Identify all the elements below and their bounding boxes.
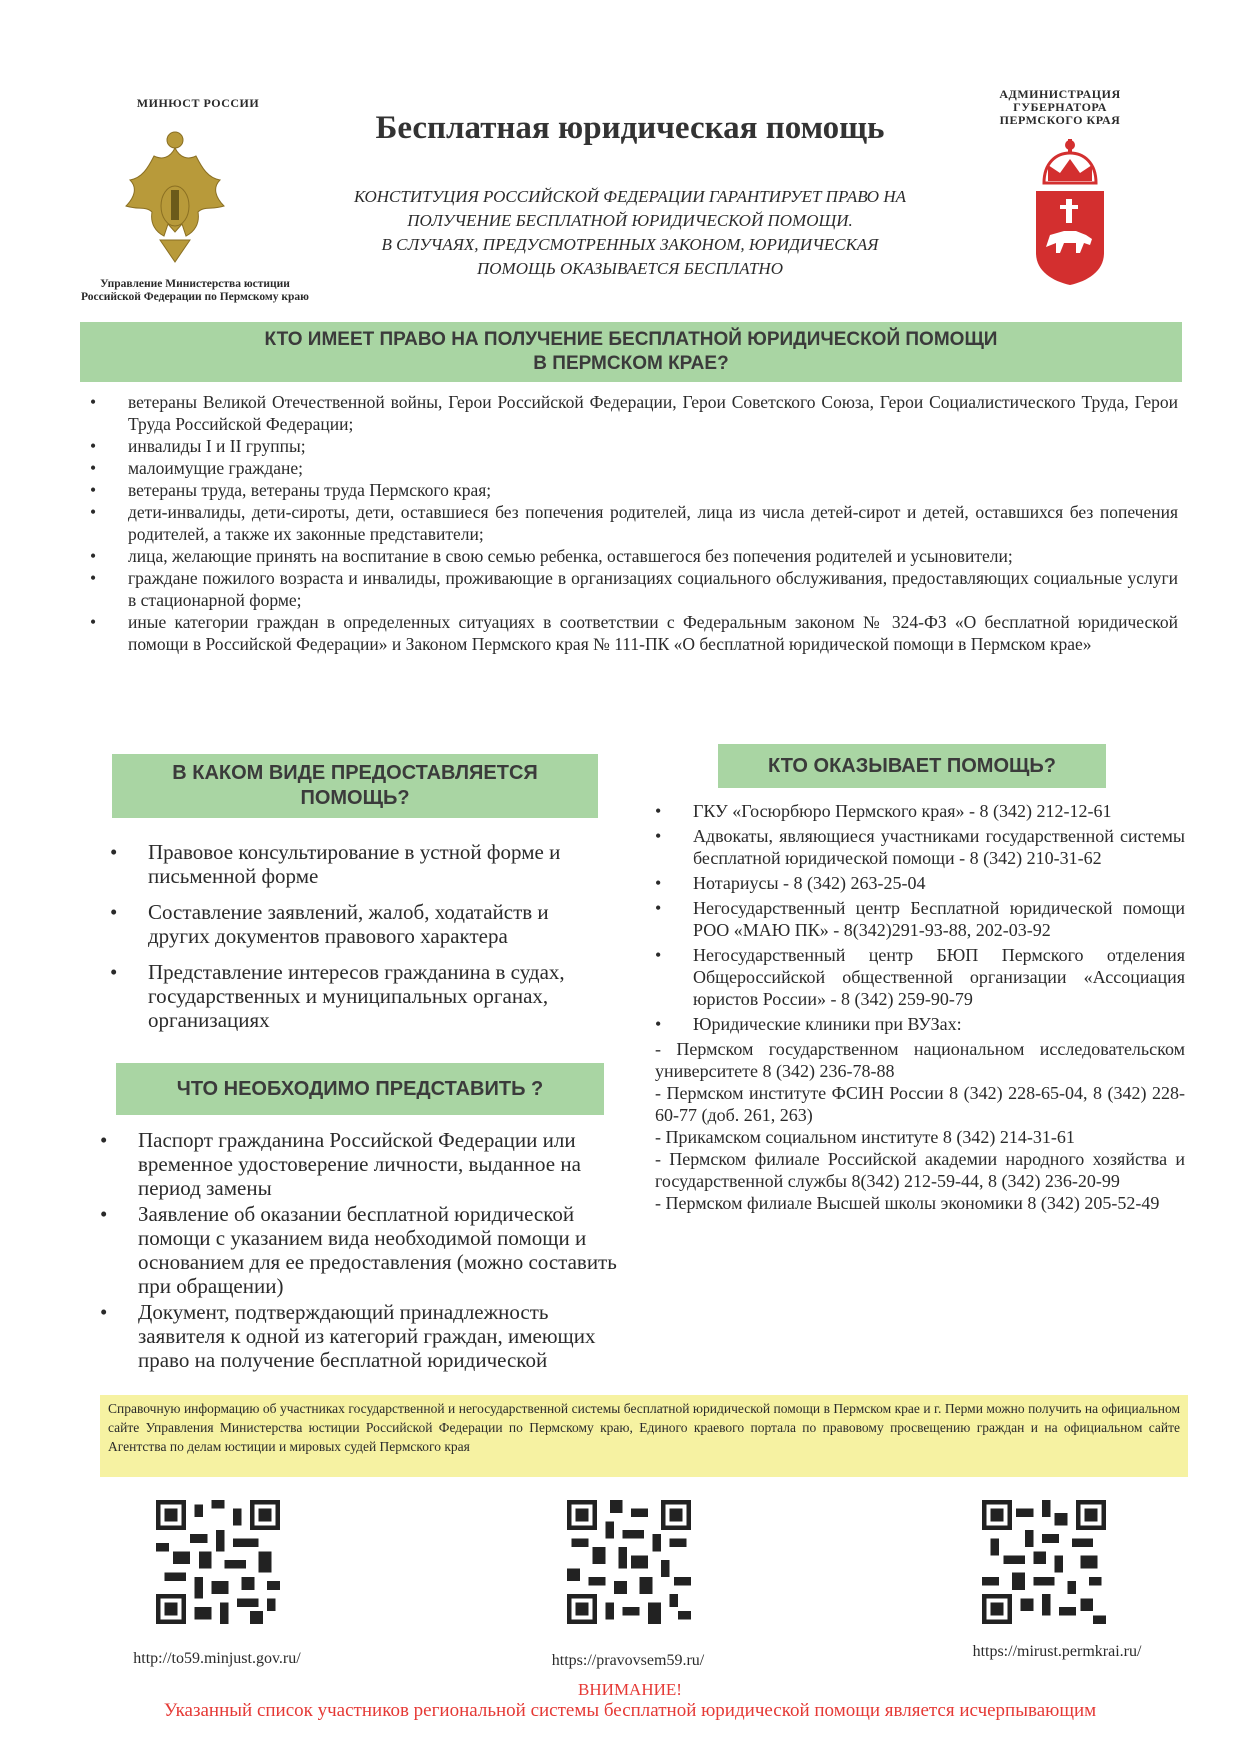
qr-code-icon <box>567 1500 691 1624</box>
bullet-icon: • <box>90 458 97 478</box>
list-item-text: лица, желающие принять на воспитание в свою семью ребенка, оставшегося без попечения родителей и усыновители; <box>128 546 1013 566</box>
bullet-icon: • <box>90 392 97 412</box>
list-item: - Пермском государственном национальном исследовательском университете 8 (342) 236-78-88 <box>655 1039 1185 1081</box>
subtitle-line: ПОМОЩЬ ОКАЗЫВАЕТСЯ БЕСПЛАТНО <box>477 259 783 278</box>
bullet-icon: • <box>110 900 118 924</box>
list-item-text: ветераны Великой Отечественной войны, Герои Российской Федерации, Герои Советского Союза, Герои Социалистического Труда, Герои Труда Российской Федерации; <box>128 392 1178 434</box>
bullet-icon: • <box>90 502 97 522</box>
heading-line: В КАКОМ ВИДЕ ПРЕДОСТАВЛЯЕТСЯ <box>172 762 538 784</box>
bullet-icon: • <box>655 801 662 821</box>
list-item-text: Правовое консультирование в устной форме и письменной форме <box>148 840 561 888</box>
providers-list <box>655 800 1185 1214</box>
list-item <box>90 567 1178 611</box>
list-item-text: граждане пожилого возраста и инвалиды, проживающие в организациях социального обслуживания, предоставляющих социальные услуги в стационарной форме; <box>128 568 1178 610</box>
list-item-text: Составление заявлений, жалоб, ходатайств и других документов правового характера <box>148 900 549 948</box>
list-item <box>90 611 1178 655</box>
pravovsem-link[interactable]: https://pravovsem59.ru/ <box>551 1652 705 1669</box>
providers-heading: КТО ОКАЗЫВАЕТ ПОМОЩЬ? <box>718 744 1106 788</box>
qr-code-icon <box>156 1500 280 1624</box>
list-item-text: Паспорт гражданина Российской Федерации или временное удостоверение личности, выданное на период замены <box>138 1128 581 1200</box>
list-item-text: Заявление об оказании бесплатной юридической помощи с указанием вида необходимой помощи и основанием для ее предоставления (можно составить при обращении) <box>138 1202 617 1298</box>
list-item <box>90 545 1178 567</box>
bullet-icon: • <box>655 826 662 846</box>
list-item <box>100 1300 640 1372</box>
list-item: - Прикамском социальном институте 8 (342) 214-31-61 <box>655 1127 1075 1147</box>
list-item-text: Юридические клиники при ВУЗах: <box>693 1014 962 1034</box>
list-item-text: Представление интересов гражданина в судах, государственных и муниципальных органах, организациях <box>148 960 565 1032</box>
bullet-icon: • <box>110 840 118 864</box>
list-item <box>90 457 1178 479</box>
attention-label: ВНИМАНИЕ! <box>578 1680 682 1699</box>
perm-krai-coat-of-arms-icon <box>1030 135 1110 285</box>
documents-heading: ЧТО НЕОБХОДИМО ПРЕДСТАВИТЬ ? <box>116 1063 604 1115</box>
heading-line: В ПЕРМСКОМ КРАЕ? <box>533 353 729 374</box>
bullet-icon: • <box>655 945 662 965</box>
list-item <box>100 1202 640 1298</box>
list-item <box>90 479 1178 501</box>
bullet-icon: • <box>100 1300 108 1324</box>
list-item <box>110 900 600 948</box>
bullet-icon: • <box>90 546 97 566</box>
list-item <box>110 960 600 1032</box>
list-item: - Пермском филиале Высшей школы экономики 8 (342) 205-52-49 <box>655 1193 1160 1213</box>
list-item <box>90 435 1178 457</box>
bullet-icon: • <box>100 1202 108 1226</box>
list-item: - Пермском институте ФСИН России 8 (342) 228-65-04, 8 (342) 228-60-77 (доб. 261, 263) <box>655 1083 1185 1125</box>
who-eligible-heading <box>80 322 1182 382</box>
help-kind-heading <box>112 754 598 818</box>
bullet-icon: • <box>90 612 97 632</box>
list-item <box>655 897 1185 941</box>
qr-code-icon <box>982 1500 1106 1624</box>
bullet-icon: • <box>655 1014 662 1034</box>
ministry-label: МИНЮСТ РОССИИ <box>136 96 260 110</box>
documents-list <box>100 1128 640 1374</box>
bullet-icon: • <box>90 568 97 588</box>
bullet-icon: • <box>655 873 662 893</box>
list-item-text: малоимущие граждане; <box>128 458 303 478</box>
bullet-icon: • <box>110 960 118 984</box>
list-item-text: дети-инвалиды, дети-сироты, дети, оставшиеся без попечения родителей, лица из числа детей-сирот и детей, оставшихся без попечения родителей, а также их законные представители; <box>128 502 1178 544</box>
list-item <box>100 1128 640 1200</box>
list-item-text: Негосударственный центр Бесплатной юридической помощи РОО «МАЮ ПК» - 8(342)291-93-88, 202-03-92 <box>693 898 1185 940</box>
list-item <box>90 501 1178 545</box>
reference-info-box: Справочную информацию об участниках государственной и негосударственной системы бесплатной юридической помощи в Пермском крае и г. Перми можно получить на официальном сайте Управления Министерства юстиции Российской Федерации по Пермскому краю, Единого краевого портала по правовому просвещению граждан и на официальном сайте Агентства по делам юстиции и мировых судей Пермского края <box>100 1395 1188 1477</box>
subtitle-line: ПОЛУЧЕНИЕ БЕСПЛАТНОЙ ЮРИДИЧЕСКОЙ ПОМОЩИ. <box>407 211 853 230</box>
list-item <box>655 800 1185 822</box>
list-item-text: инвалиды I и II группы; <box>128 436 306 456</box>
list-item-text: ветераны труда, ветераны труда Пермского края; <box>128 480 492 500</box>
list-item <box>655 825 1185 869</box>
governor-admin-label: АДМИНИСТРАЦИЯ ГУБЕРНАТОРА ПЕРМСКОГО КРАЯ <box>999 87 1121 127</box>
list-item <box>90 391 1178 435</box>
eligible-list <box>90 391 1178 655</box>
subtitle-line: В СЛУЧАЯХ, ПРЕДУСМОТРЕННЫХ ЗАКОНОМ, ЮРИДИЧЕСКАЯ <box>381 235 879 254</box>
help-kind-list <box>110 840 600 1044</box>
minjust-link[interactable]: http://to59.minjust.gov.ru/ <box>133 1650 301 1667</box>
page-title: Бесплатная юридическая помощь <box>375 110 885 146</box>
double-headed-eagle-icon <box>120 128 230 268</box>
exhaustive-list-note: Указанный список участников региональной системы бесплатной юридической помощи является исчерпывающим <box>163 1700 1097 1721</box>
bullet-icon: • <box>90 480 97 500</box>
list-item <box>110 840 600 888</box>
list-item-text: Документ, подтверждающий принадлежность заявителя к одной из категорий граждан, имеющих право на получение бесплатной юридической <box>138 1300 596 1372</box>
bullet-icon: • <box>90 436 97 456</box>
list-item-text: Адвокаты, являющиеся участниками государственной системы бесплатной юридической помощи - 8 (342) 210-31-62 <box>693 826 1185 868</box>
list-item-text: ГКУ «Госюрбюро Пермского края» - 8 (342) 212-12-61 <box>693 801 1112 821</box>
list-item-text: иные категории граждан в определенных ситуациях в соответствии с Федеральным законом № 324-ФЗ «О бесплатной юридической помощи в Российской Федерации» и Законом Пермского края № 111-ПК «О бесплатной юридической помощи в Пермском крае» <box>128 612 1178 654</box>
bullet-icon: • <box>100 1128 108 1152</box>
ministry-caption: Управление Министерства юстиции Российской Федерации по Пермскому краю <box>81 278 309 303</box>
bullet-icon: • <box>655 898 662 918</box>
list-item <box>655 944 1185 1010</box>
list-item-text: Нотариусы - 8 (342) 263-25-04 <box>693 873 926 893</box>
heading-line: ПОМОЩЬ? <box>300 787 410 809</box>
list-item-text: Негосударственный центр БЮП Пермского отделения Общероссийской общественной организации «Ассоциация юристов России» - 8 (342) 259-90-79 <box>693 945 1185 1009</box>
heading-line: КТО ИМЕЕТ ПРАВО НА ПОЛУЧЕНИЕ БЕСПЛАТНОЙ ЮРИДИЧЕСКОЙ ПОМОЩИ <box>264 329 998 350</box>
list-item <box>655 872 1185 894</box>
list-item <box>655 1013 1185 1035</box>
constitution-subtitle <box>300 185 960 281</box>
mirust-link[interactable]: https://mirust.permkrai.ru/ <box>972 1643 1142 1660</box>
list-item: - Пермском филиале Российской академии народного хозяйства и государственной службы 8(342) 212-59-44, 8 (342) 236-20-99 <box>655 1149 1185 1191</box>
subtitle-line: КОНСТИТУЦИЯ РОССИЙСКОЙ ФЕДЕРАЦИИ ГАРАНТИРУЕТ ПРАВО НА <box>354 187 906 206</box>
